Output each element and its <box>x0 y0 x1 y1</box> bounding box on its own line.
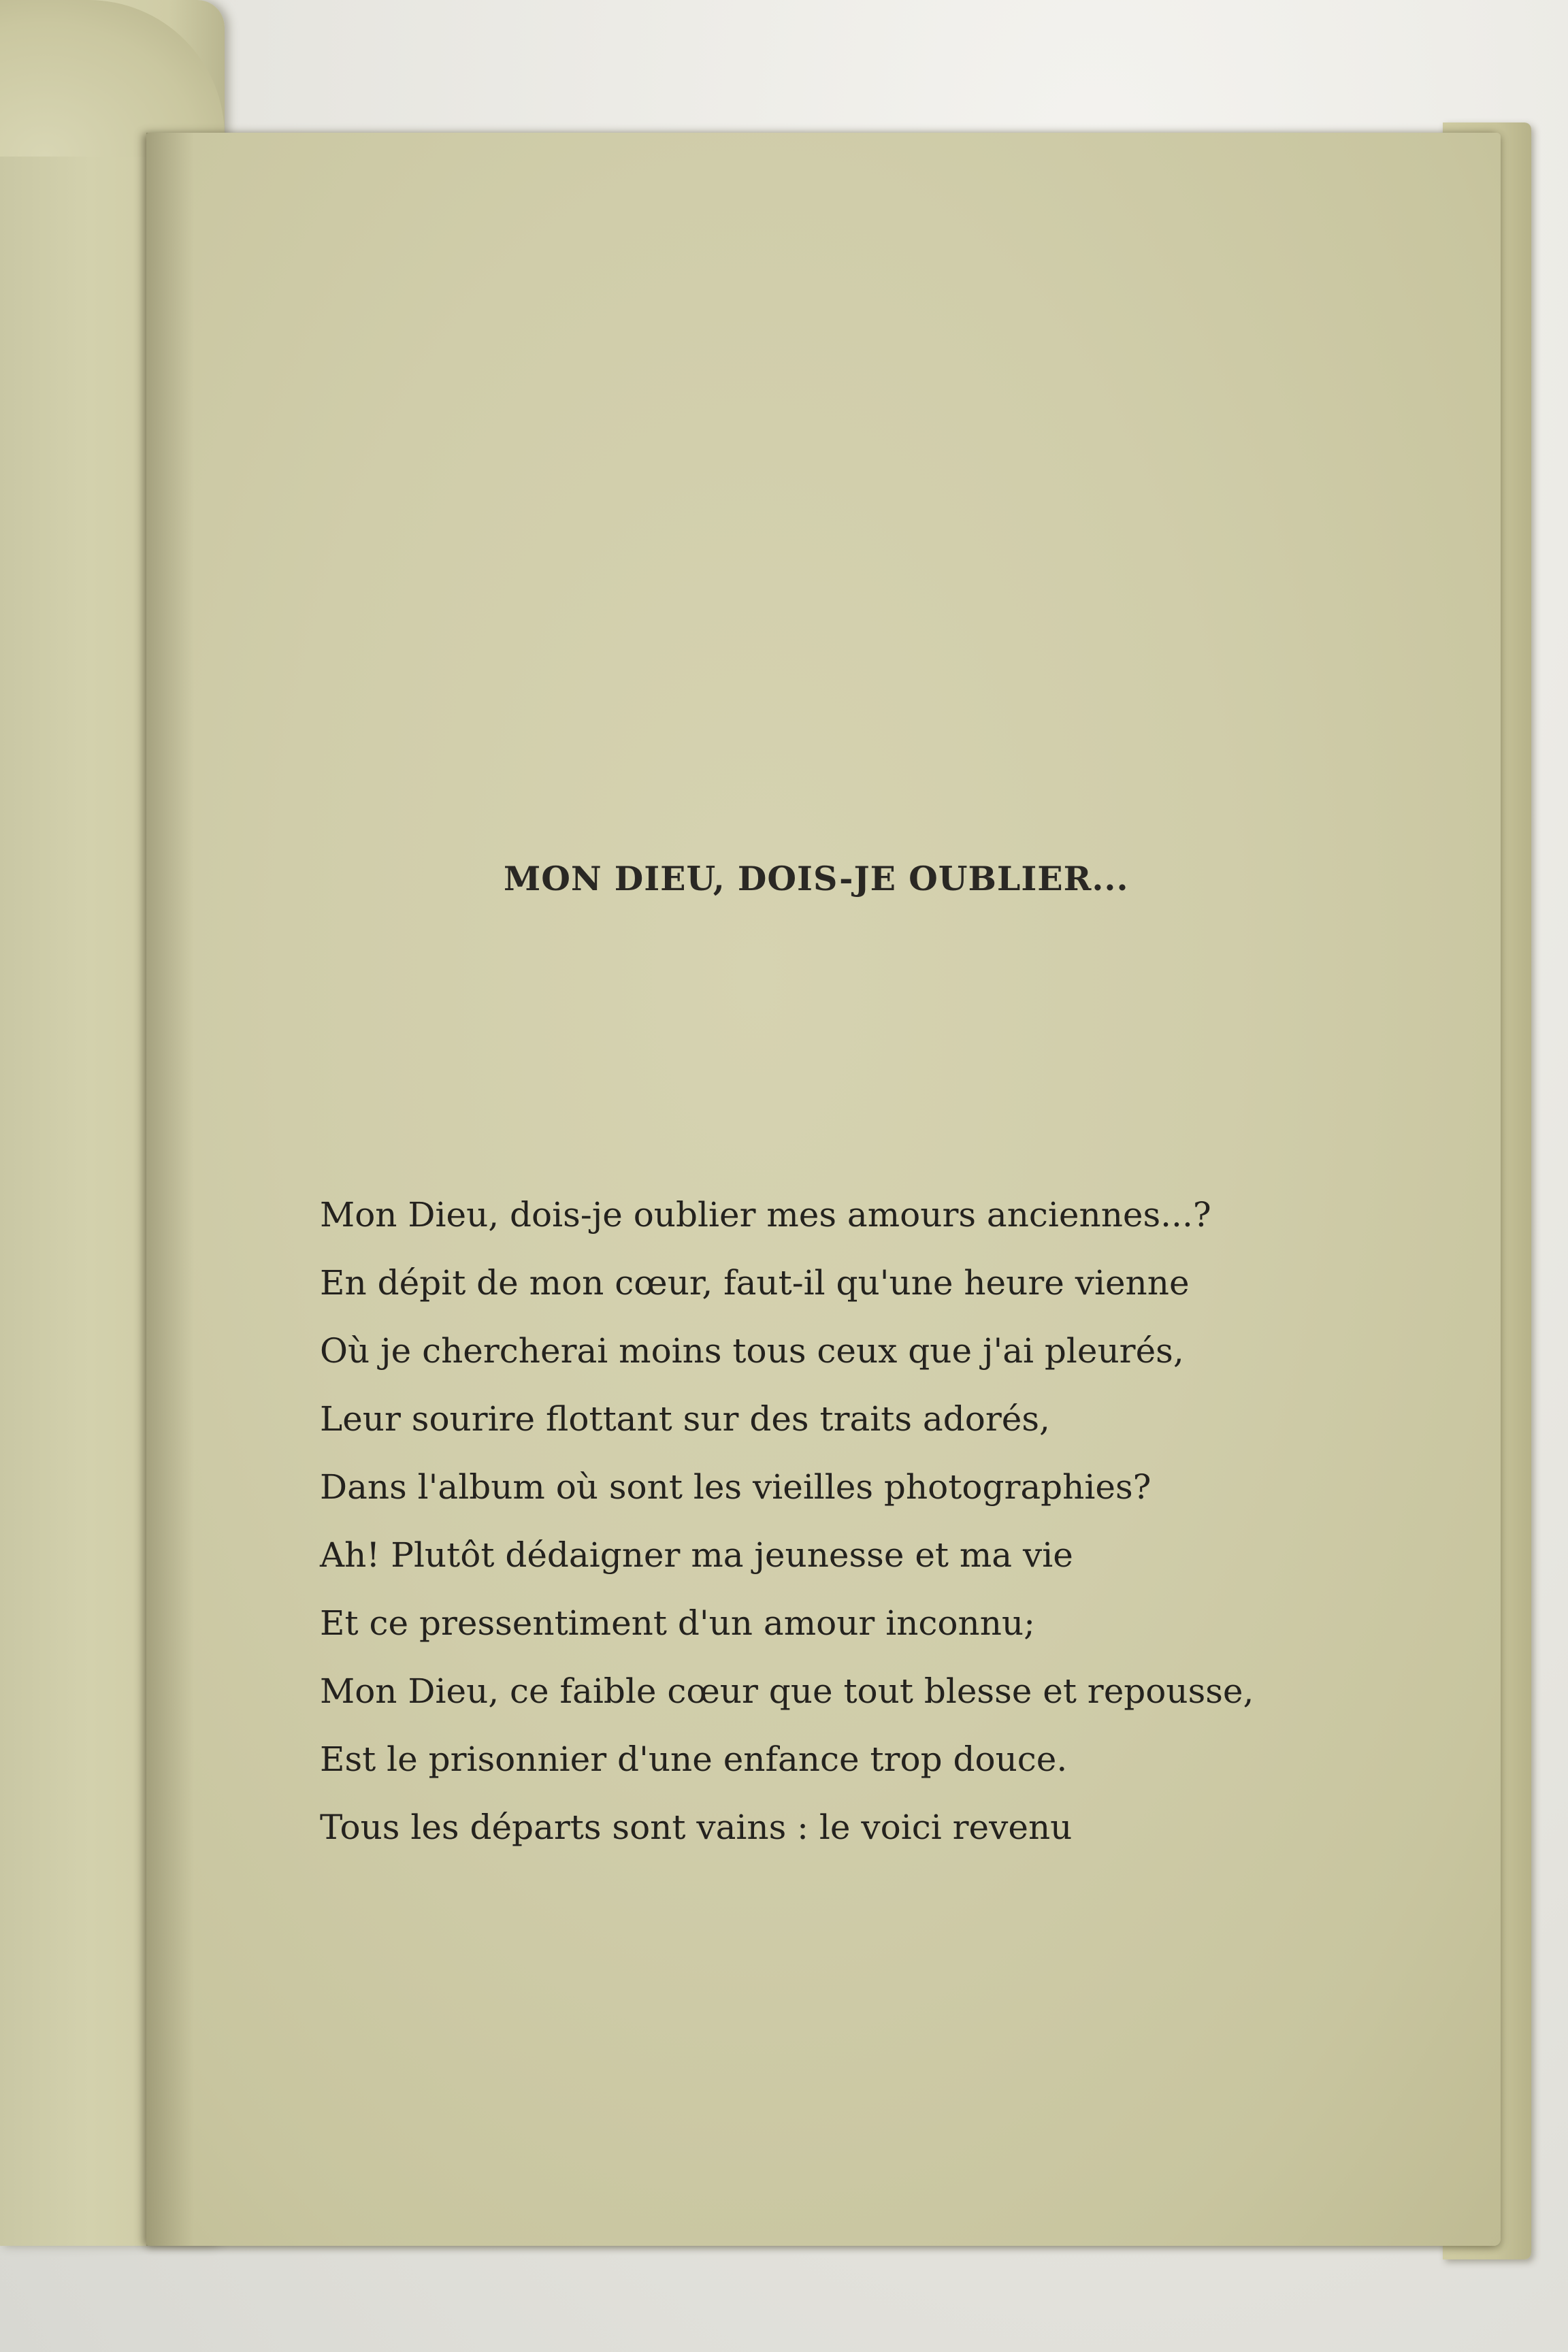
poem-body <box>320 1181 1382 1861</box>
poem-line: Et ce pressentiment d'un amour inconnu; <box>320 1603 1035 1643</box>
poem-line: Dans l'album où sont les vieilles photographies? <box>320 1467 1152 1507</box>
gutter-shadow <box>146 133 194 2246</box>
poem-line: Ah! Plutôt dédaigner ma jeunesse et ma vie <box>320 1535 1073 1575</box>
poem-line: Est le prisonnier d'une enfance trop douce. <box>320 1740 1068 1779</box>
poem-line: En dépit de mon cœur, faut-il qu'une heure vienne <box>320 1263 1190 1303</box>
poem-line: Tous les départs sont vains : le voici revenu <box>320 1808 1073 1847</box>
poem-line: Mon Dieu, dois-je oublier mes amours anciennes...? <box>320 1195 1211 1235</box>
poem-line: Mon Dieu, ce faible cœur que tout blesse et repousse, <box>320 1671 1254 1711</box>
poem-line: Leur sourire flottant sur des traits adorés, <box>320 1399 1050 1439</box>
poem-line: Où je chercherai moins tous ceux que j'ai pleurés, <box>320 1331 1184 1371</box>
poem-title: MON DIEU, DOIS-JE OUBLIER... <box>504 859 1129 898</box>
